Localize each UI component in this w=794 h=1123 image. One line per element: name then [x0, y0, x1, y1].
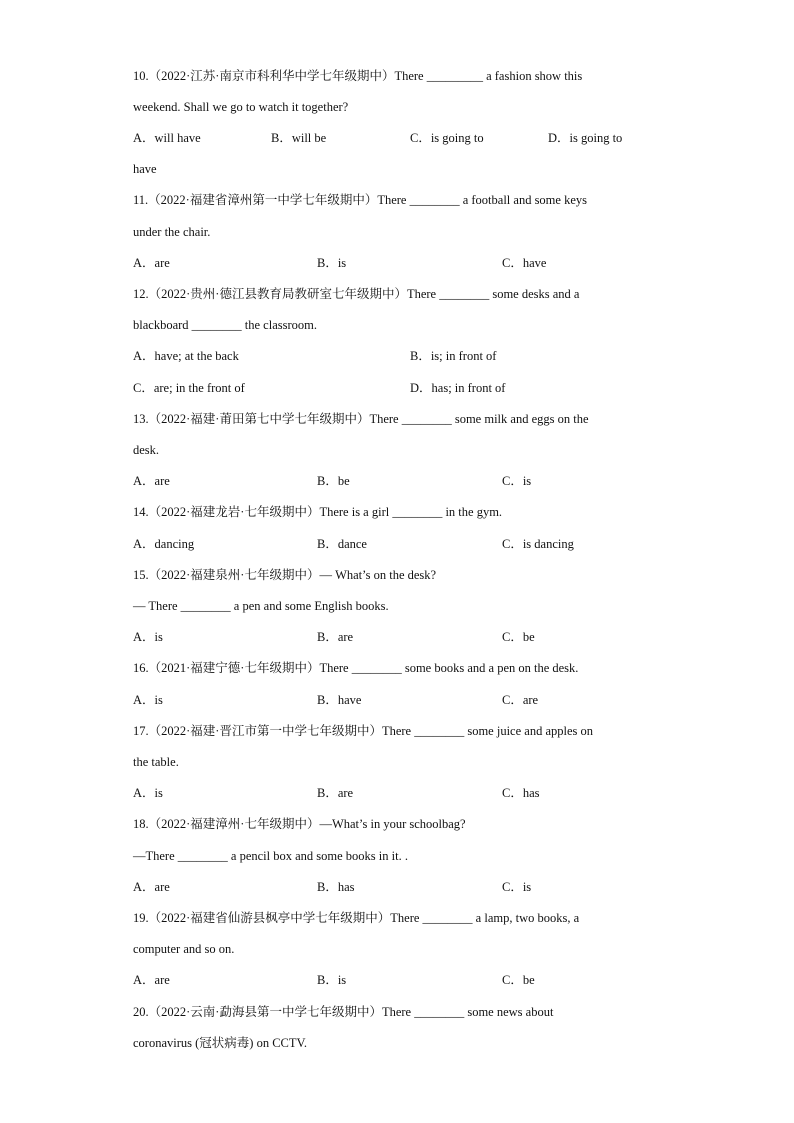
question-10-stem-line-1: 10.（2022·江苏·南京市科利华中学七年级期中）There _________ a fashion show this: [133, 69, 583, 83]
question-10-option-b: B．will be: [271, 131, 327, 145]
question-17-stem-line-1: 17.（2022·福建·晋江市第一中学七年级期中）There ________ some juice and apples on: [133, 724, 594, 738]
question-20-stem-line-2: coronavirus (冠状病毒) on CCTV.: [133, 1036, 308, 1050]
question-12-option-c: C．are; in the front of: [133, 381, 245, 395]
question-14-option-c: C．is dancing: [502, 537, 574, 551]
question-17-option-b: B．are: [317, 786, 354, 800]
question-19-option-a: A．are: [133, 973, 170, 987]
question-17-option-c: C．has: [502, 786, 540, 800]
question-19-option-c: C．be: [502, 973, 535, 987]
question-15-stem-line-1: 15.（2022·福建泉州·七年级期中）— What’s on the desk?: [133, 568, 437, 582]
question-13-option-a: A．are: [133, 474, 170, 488]
question-15-option-a: A．is: [133, 630, 163, 644]
question-13-stem-line-1: 13.（2022·福建·莆田第七中学七年级期中）There ________ some milk and eggs on the: [133, 412, 589, 426]
question-13-stem-line-2: desk.: [133, 443, 160, 457]
question-10-option-c: C．is going to: [410, 131, 484, 145]
question-12-option-a: A．have; at the back: [133, 349, 239, 363]
question-13-option-b: B．be: [317, 474, 350, 488]
question-12-stem-line-2: blackboard ________ the classroom.: [133, 318, 317, 332]
question-11-option-a: A．are: [133, 256, 170, 270]
question-12-option-b: B．is; in front of: [410, 349, 497, 363]
question-18-stem-line-2: —There ________ a pencil box and some books in it. .: [133, 849, 408, 863]
question-16-option-b: B．have: [317, 693, 362, 707]
question-16-stem-line-1: 16.（2021·福建宁德·七年级期中）There ________ some books and a pen on the desk.: [133, 661, 579, 675]
question-11-option-c: C．have: [502, 256, 547, 270]
question-12-option-d: D．has; in front of: [410, 381, 506, 395]
question-19-stem-line-2: computer and so on.: [133, 942, 235, 956]
question-14-option-a: A．dancing: [133, 537, 195, 551]
question-16-option-c: C．are: [502, 693, 539, 707]
question-10-stem-line-2: weekend. Shall we go to watch it together?: [133, 100, 349, 114]
question-18-option-b: B．has: [317, 880, 355, 894]
question-15-stem-line-2: — There ________ a pen and some English books.: [133, 599, 389, 613]
question-17-stem-line-2: the table.: [133, 755, 179, 769]
question-11-stem-line-2: under the chair.: [133, 225, 211, 239]
question-11-option-b: B．is: [317, 256, 347, 270]
question-18-option-a: A．are: [133, 880, 170, 894]
question-10-option-a: A．will have: [133, 131, 201, 145]
question-10-option-d-continued: have: [133, 162, 157, 176]
question-19-stem-line-1: 19.（2022·福建省仙游县枫亭中学七年级期中）There ________ a lamp, two books, a: [133, 911, 580, 925]
question-18-stem-line-1: 18.（2022·福建漳州·七年级期中）—What’s in your schoolbag?: [133, 817, 466, 831]
question-15-option-c: C．be: [502, 630, 535, 644]
question-16-option-a: A．is: [133, 693, 163, 707]
question-20-stem-line-1: 20.（2022·云南·勐海县第一中学七年级期中）There ________ some news about: [133, 1005, 554, 1019]
question-12-stem-line-1: 12.（2022·贵州·德江县教育局教研室七年级期中）There ________ some desks and a: [133, 287, 580, 301]
question-11-stem-line-1: 11.（2022·福建省漳州第一中学七年级期中）There ________ a football and some keys: [133, 193, 587, 207]
question-14-stem-line-1: 14.（2022·福建龙岩·七年级期中）There is a girl ________ in the gym.: [133, 505, 503, 519]
question-18-option-c: C．is: [502, 880, 532, 894]
question-10-option-d: D．is going to: [548, 131, 623, 145]
question-15-option-b: B．are: [317, 630, 354, 644]
question-19-option-b: B．is: [317, 973, 347, 987]
question-13-option-c: C．is: [502, 474, 532, 488]
question-17-option-a: A．is: [133, 786, 163, 800]
question-14-option-b: B．dance: [317, 537, 367, 551]
